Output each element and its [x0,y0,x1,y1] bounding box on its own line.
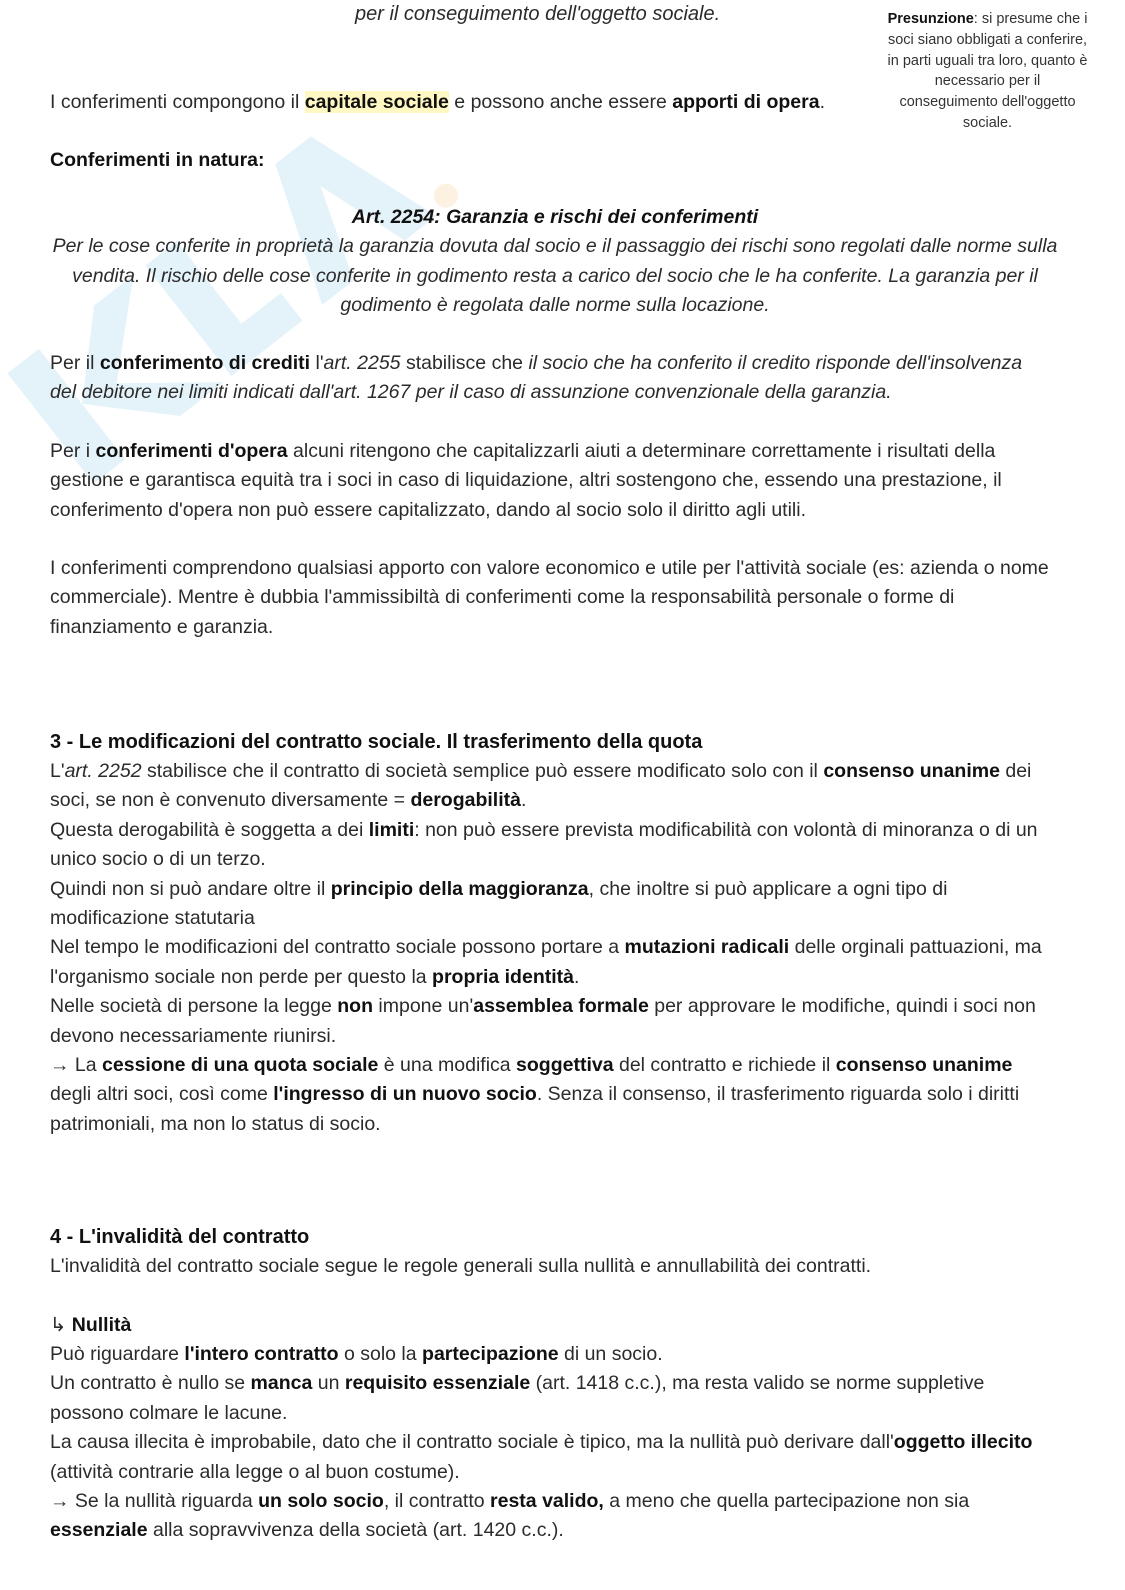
arrow-icon: → [50,1490,70,1513]
bold-term: limiti [368,818,415,841]
text: . [819,91,825,113]
bold-term: l'ingresso di un nuovo socio [273,1083,537,1106]
text: Nelle società di persone la legge [50,995,338,1018]
bold-term: soggettiva [516,1054,614,1077]
text: e possono anche essere [448,91,673,113]
bold-term: oggetto illecito [893,1431,1033,1454]
text: Può riguardare [50,1343,185,1365]
section-4-heading: 4 - L'invalidità del contratto [50,1226,310,1248]
opera-paragraph [50,437,1050,525]
text: Un contratto è nullo se [50,1372,251,1395]
bold-term: conferimento di crediti [99,352,311,374]
bold-term: essenziale [50,1519,148,1542]
italic-quote: il socio che ha conferito il credito risponde dell'insolvenza del debitore nei limiti indicati dall'art. 1267 per il caso di assunzione convenzionale della garanzia. [50,352,1023,404]
text: dei soci, se non è convenuto diversamente = [50,760,1032,812]
art-2254-title: Art. 2254: Garanzia e rischi dei conferimenti [351,206,759,228]
s3-paragraph-1 [50,757,1050,816]
text: La causa illecita è improbabile, dato che il contratto sociale è tipico, ma la nullità può derivare dall' [50,1431,894,1454]
text: degli altri soci, così come [50,1083,274,1106]
s3-paragraph-4 [50,933,1050,992]
bold-term: capitale sociale [304,91,449,113]
bold-term: derogabilità [410,789,521,812]
section-3-heading: 3 - Le modificazioni del contratto sociale. Il trasferimento della quota [50,731,703,753]
text: è una modifica [378,1054,517,1077]
bold-term: resta valido, [490,1490,604,1513]
text: I conferimenti compongono il [50,91,305,113]
text: . Senza il consenso, il trasferimento riguarda solo i diritti patrimoniali, ma non lo status di socio. [50,1083,1020,1135]
text: di un socio. [558,1343,663,1365]
section-4-intro: L'invalidità del contratto sociale segue le regole generali sulla nullità e annullabilità dei contratti. [50,1255,872,1277]
text: (attività contrarie alla legge o al buon costume). [50,1460,460,1483]
top-continuation-line: per il conseguimento dell'oggetto sociale. [355,3,721,25]
bold-term: consenso unanime [835,1054,1013,1077]
text: La [69,1054,103,1077]
text: Per il [50,352,100,374]
text: o solo la [338,1343,423,1365]
s4-paragraph-2 [50,1369,1050,1428]
text: a meno che quella partecipazione non sia [603,1490,970,1513]
bold-term: manca [250,1372,313,1395]
arrow-icon: → [50,1054,70,1077]
bold-term: mutazioni radicali [624,936,790,959]
qualsiasi-paragraph: I conferimenti comprendono qualsiasi apporto con valore economico e utile per l'attività sociale (es: azienda o nome commerciale). Mentre è dubbia l'ammissibiltà di conferimenti come la responsabilità personale o forme di finanziamento e garanzia. [50,557,1049,638]
text: un [312,1372,345,1395]
crediti-paragraph [50,349,1050,408]
s4-paragraph-3 [50,1428,1050,1487]
text: , il contratto [383,1490,491,1513]
s3-paragraph-2 [50,816,1050,875]
text: impone un' [373,995,474,1018]
art-2254-quote [45,203,1065,321]
bold-term: principio della maggioranza [330,877,589,900]
text: Per i [50,440,96,462]
section-3-body [50,757,1050,1139]
bold-term: partecipazione [422,1343,559,1365]
bold-term: propria identità [432,965,574,988]
s3-paragraph-3 [50,875,1050,934]
s4-paragraph-1 [50,1340,1050,1369]
text: (art. 1418 c.c.), ma resta valido se norme suppletive possono colmare le lacune. [50,1372,985,1424]
sidenote-text: : si presume che i soci siano obbligati a conferire, in parti uguali tra loro, quanto è necessario per il conseguimento dell'oggetto sociale. [887,11,1088,131]
text: Questa derogabilità è soggetta a dei [50,818,369,841]
text: del contratto e richiede il [613,1054,836,1077]
bold-term: conferimenti d'opera [95,440,288,462]
text: L' [50,760,65,782]
text: . [520,789,527,812]
text: Se la nullità riguarda [69,1490,259,1513]
text: alla sopravvivenza della società (art. 1420 c.c.). [147,1519,564,1542]
sidenote-presunzione [885,9,1090,134]
art-2254-body: Per le cose conferite in proprietà la garanzia dovuta dal socio e il passaggio dei rischi sono regolati dalle norme sulla vendita. Il rischio delle cose conferite in godimento resta a carico del socio che le ha conferite. La garanzia per il godimento è regolata dalle norme sulla locazione. [52,235,1058,317]
italic-ref: art. 2252 [64,760,142,782]
s4-paragraph-4 [50,1487,1050,1546]
bold-term: requisito essenziale [344,1372,531,1395]
text: . [573,965,580,988]
bold-term: un solo socio [258,1490,384,1513]
nullita-subheading [50,1311,1050,1340]
section-4-body [50,1340,1050,1546]
text: , che inoltre si può applicare a ogni tipo di modificazione statutaria [50,877,948,930]
italic-ref: art. 2255 [323,352,401,374]
text: Nel tempo le modificazioni del contratto sociale possono portare a [50,936,625,959]
bold-term: l'intero contratto [184,1343,339,1365]
text: : non può essere prevista modificabilità con volontà di minoranza o di un unico socio o di un terzo. [50,818,1038,871]
text: Quindi non si può andare oltre il [50,877,331,900]
sidenote-term: Presunzione [887,11,974,27]
return-arrow-icon: ↳ [50,1314,67,1336]
text: l' [310,352,324,374]
s3-paragraph-5 [50,992,1050,1051]
bold-term: assemblea formale [473,995,649,1018]
text: per approvare le modifiche, quindi i soci non devono necessariamente riunirsi. [50,995,1036,1047]
bold-term: cessione di una quota sociale [102,1054,379,1077]
bold-term: apporti di opera [672,91,820,113]
bold-term: non [337,995,373,1018]
s3-paragraph-6 [50,1051,1050,1139]
text: delle orginali pattuazioni, ma l'organismo sociale non perde per questo la [50,936,1042,988]
text: stabilisce che il contratto di società semplice può essere modificato solo con il [141,760,824,782]
bold-term: consenso unanime [823,760,1000,782]
subheading-text: Nullità [71,1314,132,1336]
text: alcuni ritengono che capitalizzarli aiuti a determinare correttamente i risultati della gestione e garantisca equità tra i soci in caso di liquidazione, altri sostengono che, essendo una prestazione, il conferimento d'opera non può essere capitalizzato, dando al socio solo il diritto agli utili. [50,440,1002,521]
conferimenti-natura-heading: Conferimenti in natura: [50,149,265,171]
text: stabilisce che [400,352,529,374]
